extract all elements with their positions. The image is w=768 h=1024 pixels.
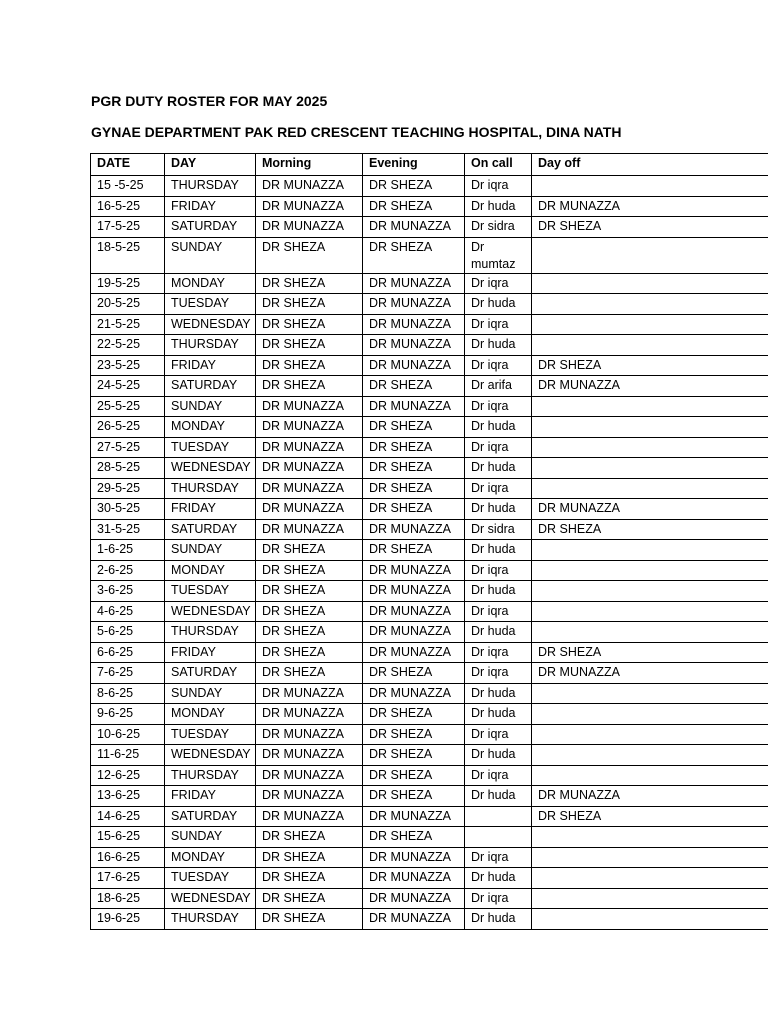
cell-morning: DR SHEZA xyxy=(256,847,363,868)
cell-evening: DR SHEZA xyxy=(363,663,465,684)
cell-on-call: Dr huda xyxy=(465,581,532,602)
cell-day: WEDNESDAY xyxy=(165,745,256,766)
cell-morning: DR SHEZA xyxy=(256,909,363,930)
cell-day: TUESDAY xyxy=(165,294,256,315)
cell-on-call: Dr huda xyxy=(465,622,532,643)
cell-morning: DR SHEZA xyxy=(256,868,363,889)
cell-evening: DR MUNAZZA xyxy=(363,683,465,704)
cell-on-call: Dr iqra xyxy=(465,663,532,684)
cell-on-call xyxy=(465,806,532,827)
table-row xyxy=(91,237,768,273)
cell-day: SATURDAY xyxy=(165,806,256,827)
cell-day-off xyxy=(532,540,768,561)
table-row xyxy=(91,458,768,479)
cell-date: 2-6-25 xyxy=(91,560,165,581)
cell-date: 5-6-25 xyxy=(91,622,165,643)
cell-day-off xyxy=(532,724,768,745)
cell-evening: DR SHEZA xyxy=(363,376,465,397)
cell-day: TUESDAY xyxy=(165,581,256,602)
cell-day-off xyxy=(532,765,768,786)
cell-day: TUESDAY xyxy=(165,437,256,458)
cell-date: 25-5-25 xyxy=(91,396,165,417)
cell-day-off xyxy=(532,560,768,581)
cell-day: SUNDAY xyxy=(165,827,256,848)
page-title: PGR DUTY ROSTER FOR MAY 2025 xyxy=(91,93,328,109)
cell-morning: DR MUNAZZA xyxy=(256,765,363,786)
cell-day: TUESDAY xyxy=(165,724,256,745)
cell-day-off xyxy=(532,396,768,417)
cell-day: THURSDAY xyxy=(165,909,256,930)
cell-evening: DR SHEZA xyxy=(363,478,465,499)
cell-on-call: Dr huda xyxy=(465,458,532,479)
cell-day: TUESDAY xyxy=(165,868,256,889)
cell-evening: DR MUNAZZA xyxy=(363,560,465,581)
cell-day: WEDNESDAY xyxy=(165,314,256,335)
cell-day-off: DR SHEZA xyxy=(532,642,768,663)
cell-morning: DR SHEZA xyxy=(256,642,363,663)
cell-day: WEDNESDAY xyxy=(165,601,256,622)
cell-day: MONDAY xyxy=(165,560,256,581)
cell-evening: DR MUNAZZA xyxy=(363,335,465,356)
cell-day-off xyxy=(532,437,768,458)
cell-morning: DR MUNAZZA xyxy=(256,217,363,238)
cell-evening: DR MUNAZZA xyxy=(363,294,465,315)
table-row xyxy=(91,499,768,520)
cell-morning: DR MUNAZZA xyxy=(256,786,363,807)
table-row xyxy=(91,827,768,848)
table-row xyxy=(91,217,768,238)
cell-evening: DR SHEZA xyxy=(363,786,465,807)
cell-day: FRIDAY xyxy=(165,355,256,376)
cell-evening: DR SHEZA xyxy=(363,237,465,273)
cell-day-off: DR SHEZA xyxy=(532,355,768,376)
table-row xyxy=(91,909,768,930)
table-row xyxy=(91,355,768,376)
cell-morning: DR SHEZA xyxy=(256,888,363,909)
cell-evening: DR SHEZA xyxy=(363,724,465,745)
cell-date: 24-5-25 xyxy=(91,376,165,397)
cell-morning: DR MUNAZZA xyxy=(256,806,363,827)
cell-morning: DR SHEZA xyxy=(256,294,363,315)
cell-evening: DR MUNAZZA xyxy=(363,601,465,622)
cell-day-off xyxy=(532,909,768,930)
cell-on-call: Dr huda xyxy=(465,294,532,315)
cell-date: 18-5-25 xyxy=(91,237,165,273)
cell-date: 26-5-25 xyxy=(91,417,165,438)
header-day-off: Day off xyxy=(532,154,768,176)
cell-evening: DR SHEZA xyxy=(363,437,465,458)
table-row xyxy=(91,581,768,602)
cell-on-call: Dr iqra xyxy=(465,355,532,376)
department-title: GYNAE DEPARTMENT PAK RED CRESCENT TEACHING HOSPITAL, DINA NATH xyxy=(91,124,622,140)
cell-day-off xyxy=(532,176,768,197)
cell-day: SATURDAY xyxy=(165,217,256,238)
table-row xyxy=(91,806,768,827)
cell-day-off xyxy=(532,237,768,273)
cell-day: SATURDAY xyxy=(165,663,256,684)
cell-date: 30-5-25 xyxy=(91,499,165,520)
cell-day: THURSDAY xyxy=(165,478,256,499)
cell-on-call: Dr iqra xyxy=(465,437,532,458)
cell-on-call: Dr huda xyxy=(465,683,532,704)
cell-day-off xyxy=(532,868,768,889)
cell-date: 10-6-25 xyxy=(91,724,165,745)
table-row xyxy=(91,437,768,458)
cell-morning: DR MUNAZZA xyxy=(256,196,363,217)
cell-day: MONDAY xyxy=(165,704,256,725)
cell-date: 15-6-25 xyxy=(91,827,165,848)
cell-date: 1-6-25 xyxy=(91,540,165,561)
cell-date: 8-6-25 xyxy=(91,683,165,704)
cell-date: 14-6-25 xyxy=(91,806,165,827)
cell-date: 27-5-25 xyxy=(91,437,165,458)
cell-evening: DR MUNAZZA xyxy=(363,273,465,294)
cell-on-call: Dr iqra xyxy=(465,642,532,663)
cell-evening: DR MUNAZZA xyxy=(363,355,465,376)
cell-date: 21-5-25 xyxy=(91,314,165,335)
cell-day-off xyxy=(532,581,768,602)
table-row xyxy=(91,745,768,766)
cell-on-call: Dr iqra xyxy=(465,724,532,745)
cell-on-call: Dr huda xyxy=(465,196,532,217)
cell-morning: DR SHEZA xyxy=(256,335,363,356)
cell-day-off: DR SHEZA xyxy=(532,217,768,238)
cell-date: 15 -5-25 xyxy=(91,176,165,197)
cell-evening: DR SHEZA xyxy=(363,417,465,438)
cell-day-off xyxy=(532,273,768,294)
header-row xyxy=(91,154,768,176)
cell-date: 16-6-25 xyxy=(91,847,165,868)
cell-date: 19-6-25 xyxy=(91,909,165,930)
cell-evening: DR MUNAZZA xyxy=(363,581,465,602)
cell-date: 20-5-25 xyxy=(91,294,165,315)
cell-evening: DR SHEZA xyxy=(363,765,465,786)
cell-on-call: Dr sidra xyxy=(465,519,532,540)
header-date: DATE xyxy=(91,154,165,176)
cell-date: 31-5-25 xyxy=(91,519,165,540)
cell-morning: DR MUNAZZA xyxy=(256,724,363,745)
table-body xyxy=(91,176,768,930)
cell-day: FRIDAY xyxy=(165,196,256,217)
table-row xyxy=(91,724,768,745)
cell-day: SUNDAY xyxy=(165,683,256,704)
cell-on-call: Dr iqra xyxy=(465,396,532,417)
cell-on-call: Dr huda xyxy=(465,704,532,725)
cell-day: WEDNESDAY xyxy=(165,458,256,479)
cell-evening: DR SHEZA xyxy=(363,704,465,725)
table-row xyxy=(91,314,768,335)
cell-evening: DR MUNAZZA xyxy=(363,642,465,663)
cell-day: THURSDAY xyxy=(165,176,256,197)
cell-date: 17-5-25 xyxy=(91,217,165,238)
cell-day: SUNDAY xyxy=(165,540,256,561)
cell-day-off xyxy=(532,888,768,909)
cell-on-call: Dr iqra xyxy=(465,176,532,197)
cell-day-off: DR MUNAZZA xyxy=(532,499,768,520)
cell-day-off: DR SHEZA xyxy=(532,519,768,540)
cell-day: SUNDAY xyxy=(165,237,256,273)
cell-on-call: Dr huda xyxy=(465,499,532,520)
cell-date: 17-6-25 xyxy=(91,868,165,889)
cell-on-call: Dr iqra xyxy=(465,847,532,868)
cell-date: 29-5-25 xyxy=(91,478,165,499)
cell-day-off xyxy=(532,314,768,335)
cell-evening: DR MUNAZZA xyxy=(363,396,465,417)
cell-date: 18-6-25 xyxy=(91,888,165,909)
cell-on-call xyxy=(465,827,532,848)
cell-day-off: DR MUNAZZA xyxy=(532,663,768,684)
cell-morning: DR SHEZA xyxy=(256,376,363,397)
table-row xyxy=(91,704,768,725)
cell-day-off xyxy=(532,683,768,704)
cell-on-call: Dr iqra xyxy=(465,478,532,499)
cell-date: 11-6-25 xyxy=(91,745,165,766)
cell-morning: DR MUNAZZA xyxy=(256,396,363,417)
cell-morning: DR MUNAZZA xyxy=(256,499,363,520)
cell-day-off: DR MUNAZZA xyxy=(532,196,768,217)
cell-morning: DR SHEZA xyxy=(256,581,363,602)
cell-on-call: Dr huda xyxy=(465,909,532,930)
cell-on-call: Dr huda xyxy=(465,417,532,438)
cell-evening: DR SHEZA xyxy=(363,499,465,520)
cell-date: 3-6-25 xyxy=(91,581,165,602)
cell-morning: DR MUNAZZA xyxy=(256,417,363,438)
cell-day-off: DR MUNAZZA xyxy=(532,376,768,397)
cell-on-call: Dr iqra xyxy=(465,560,532,581)
cell-morning: DR SHEZA xyxy=(256,827,363,848)
cell-morning: DR SHEZA xyxy=(256,601,363,622)
cell-morning: DR MUNAZZA xyxy=(256,683,363,704)
cell-on-call: Dr huda xyxy=(465,868,532,889)
cell-day: FRIDAY xyxy=(165,499,256,520)
cell-date: 16-5-25 xyxy=(91,196,165,217)
cell-morning: DR MUNAZZA xyxy=(256,704,363,725)
cell-date: 19-5-25 xyxy=(91,273,165,294)
cell-on-call: Dr arifa xyxy=(465,376,532,397)
cell-evening: DR SHEZA xyxy=(363,458,465,479)
cell-morning: DR SHEZA xyxy=(256,355,363,376)
cell-date: 9-6-25 xyxy=(91,704,165,725)
table-row xyxy=(91,196,768,217)
table-row xyxy=(91,786,768,807)
cell-date: 13-6-25 xyxy=(91,786,165,807)
cell-morning: DR MUNAZZA xyxy=(256,519,363,540)
cell-evening: DR MUNAZZA xyxy=(363,622,465,643)
table-row xyxy=(91,376,768,397)
header-on-call: On call xyxy=(465,154,532,176)
table-row xyxy=(91,663,768,684)
cell-morning: DR MUNAZZA xyxy=(256,478,363,499)
table-row xyxy=(91,540,768,561)
cell-day-off xyxy=(532,294,768,315)
table-header xyxy=(91,154,768,176)
cell-day: THURSDAY xyxy=(165,765,256,786)
table-row xyxy=(91,888,768,909)
cell-morning: DR SHEZA xyxy=(256,273,363,294)
cell-day: THURSDAY xyxy=(165,622,256,643)
cell-date: 23-5-25 xyxy=(91,355,165,376)
cell-morning: DR MUNAZZA xyxy=(256,176,363,197)
cell-evening: DR MUNAZZA xyxy=(363,868,465,889)
cell-on-call: Dr sidra xyxy=(465,217,532,238)
cell-on-call: Dr huda xyxy=(465,745,532,766)
cell-day-off xyxy=(532,704,768,725)
cell-evening: DR SHEZA xyxy=(363,196,465,217)
cell-day-off xyxy=(532,622,768,643)
cell-on-call: Dr iqra xyxy=(465,601,532,622)
table-row xyxy=(91,519,768,540)
cell-evening: DR MUNAZZA xyxy=(363,909,465,930)
cell-day-off: DR SHEZA xyxy=(532,806,768,827)
table-row xyxy=(91,396,768,417)
cell-morning: DR SHEZA xyxy=(256,237,363,273)
cell-date: 12-6-25 xyxy=(91,765,165,786)
cell-evening: DR MUNAZZA xyxy=(363,217,465,238)
cell-on-call: Dr iqra xyxy=(465,888,532,909)
table-row xyxy=(91,642,768,663)
table-row xyxy=(91,622,768,643)
cell-morning: DR SHEZA xyxy=(256,540,363,561)
cell-date: 22-5-25 xyxy=(91,335,165,356)
cell-on-call: Dr huda xyxy=(465,335,532,356)
cell-evening: DR SHEZA xyxy=(363,540,465,561)
cell-evening: DR MUNAZZA xyxy=(363,314,465,335)
cell-day: MONDAY xyxy=(165,417,256,438)
cell-morning: DR SHEZA xyxy=(256,663,363,684)
cell-on-call: Dr iqra xyxy=(465,765,532,786)
table-row xyxy=(91,176,768,197)
cell-morning: DR SHEZA xyxy=(256,560,363,581)
cell-morning: DR MUNAZZA xyxy=(256,745,363,766)
cell-on-call: Dr iqra xyxy=(465,273,532,294)
cell-day: SATURDAY xyxy=(165,376,256,397)
cell-day: THURSDAY xyxy=(165,335,256,356)
table-row xyxy=(91,601,768,622)
cell-date: 7-6-25 xyxy=(91,663,165,684)
table-row xyxy=(91,765,768,786)
cell-morning: DR SHEZA xyxy=(256,622,363,643)
cell-day-off xyxy=(532,335,768,356)
table-row xyxy=(91,560,768,581)
cell-day: SATURDAY xyxy=(165,519,256,540)
cell-morning: DR MUNAZZA xyxy=(256,437,363,458)
cell-day-off xyxy=(532,827,768,848)
cell-evening: DR SHEZA xyxy=(363,176,465,197)
cell-evening: DR SHEZA xyxy=(363,827,465,848)
header-day: DAY xyxy=(165,154,256,176)
duty-roster-table xyxy=(90,153,768,930)
cell-day: FRIDAY xyxy=(165,642,256,663)
cell-day: WEDNESDAY xyxy=(165,888,256,909)
table-row xyxy=(91,683,768,704)
table-row xyxy=(91,478,768,499)
cell-on-call: Dr huda xyxy=(465,540,532,561)
cell-day: SUNDAY xyxy=(165,396,256,417)
cell-day-off xyxy=(532,458,768,479)
cell-date: 28-5-25 xyxy=(91,458,165,479)
cell-morning: DR SHEZA xyxy=(256,314,363,335)
cell-morning: DR MUNAZZA xyxy=(256,458,363,479)
cell-date: 4-6-25 xyxy=(91,601,165,622)
table-row xyxy=(91,294,768,315)
table-row xyxy=(91,335,768,356)
cell-evening: DR MUNAZZA xyxy=(363,888,465,909)
cell-on-call: Dr huda xyxy=(465,786,532,807)
cell-evening: DR SHEZA xyxy=(363,745,465,766)
cell-day-off xyxy=(532,745,768,766)
table-row xyxy=(91,868,768,889)
cell-day: MONDAY xyxy=(165,273,256,294)
cell-evening: DR MUNAZZA xyxy=(363,847,465,868)
cell-evening: DR MUNAZZA xyxy=(363,806,465,827)
cell-day-off xyxy=(532,417,768,438)
cell-day: FRIDAY xyxy=(165,786,256,807)
table-row xyxy=(91,847,768,868)
cell-evening: DR MUNAZZA xyxy=(363,519,465,540)
cell-on-call: Dr mumtaz xyxy=(465,237,532,273)
cell-day-off xyxy=(532,601,768,622)
cell-on-call: Dr iqra xyxy=(465,314,532,335)
cell-day: MONDAY xyxy=(165,847,256,868)
header-morning: Morning xyxy=(256,154,363,176)
cell-date: 6-6-25 xyxy=(91,642,165,663)
cell-day-off xyxy=(532,478,768,499)
table-row xyxy=(91,417,768,438)
cell-day-off xyxy=(532,847,768,868)
header-evening: Evening xyxy=(363,154,465,176)
table-row xyxy=(91,273,768,294)
cell-day-off: DR MUNAZZA xyxy=(532,786,768,807)
